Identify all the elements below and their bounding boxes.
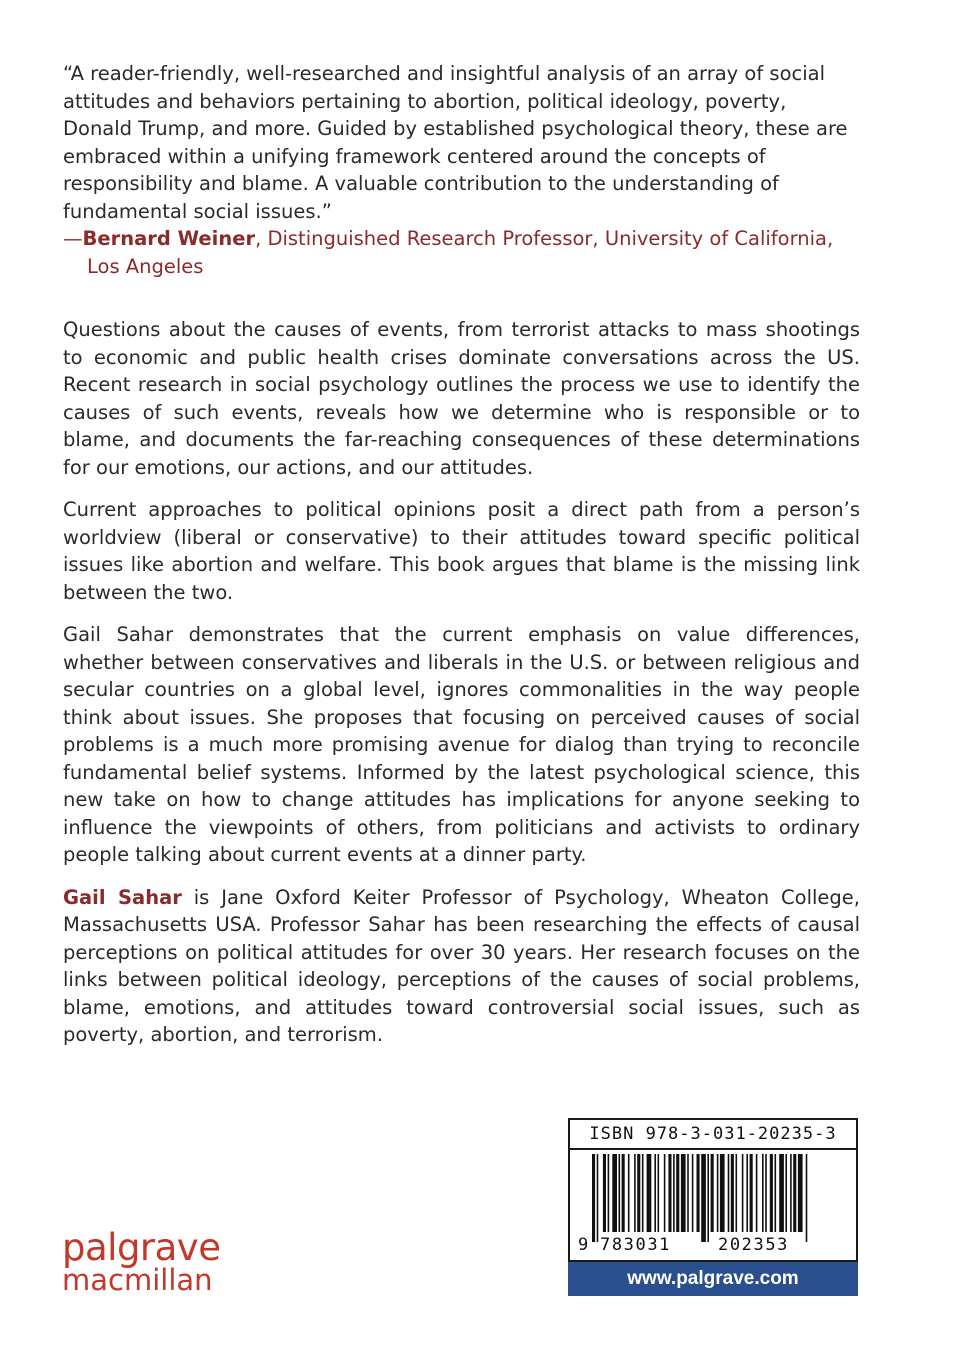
endorsement-quote: “A reader-friendly, well-researched and insightful analysis of an array of social attitudes and behaviors pertaining to abortion, political ideology, poverty, Donald Trump, and more. Guided by established psychological theory, these are embraced within a unifying framework centered around the concepts of responsibility and blame. A valuable contribution to the understanding of fundamental social issues.”: [63, 62, 848, 223]
barcode-bar: [770, 1154, 773, 1232]
endorser-title-cont: Los Angeles: [87, 254, 204, 278]
barcode-bar: [628, 1154, 630, 1232]
publisher-logo-line1: palgrave: [62, 1226, 221, 1269]
barcode-bar: [793, 1154, 796, 1232]
endorsement-attribution: [63, 225, 860, 280]
barcode-bar: [790, 1154, 792, 1232]
barcode-bar: [750, 1154, 753, 1232]
barcode-bar: [592, 1154, 595, 1242]
barcode-bar: [798, 1154, 803, 1232]
barcode-bar: [711, 1154, 714, 1232]
isbn-text: ISBN 978-3-031-20235-3: [589, 1124, 837, 1144]
ean-right-digits: 202353: [718, 1235, 790, 1255]
author-name: Gail Sahar: [63, 885, 182, 909]
barcode-bar: [762, 1154, 764, 1232]
barcode-bar: [664, 1154, 666, 1232]
barcode-bar: [731, 1154, 734, 1232]
barcode-bar: [765, 1154, 767, 1232]
publisher-website: www.palgrave.com: [568, 1262, 858, 1296]
barcode-bar: [717, 1154, 719, 1232]
isbn-barcode: [568, 1118, 858, 1262]
author-bio: [63, 884, 860, 1049]
barcode-bar: [634, 1154, 636, 1232]
barcode-bar: [692, 1154, 694, 1232]
barcode-bar: [654, 1154, 656, 1232]
barcode-bar: [756, 1154, 758, 1232]
barcode-bar: [720, 1154, 725, 1232]
barcode-bar: [775, 1154, 777, 1232]
barcode-bar: [687, 1154, 689, 1232]
barcode-bar: [742, 1154, 744, 1232]
endorser-name: Bernard Weiner: [82, 227, 256, 250]
barcode-bar: [597, 1154, 599, 1242]
barcode-bar: [673, 1154, 675, 1232]
description-paragraph-1: Questions about the causes of events, from terrorist attacks to mass shootings to economic and public health crises dominate conversations across the US. Recent research in social psychology outlines the process we use to identify the causes of such events, reveals how we determine who is responsible or to blame, and documents the far-reaching consequences of these determinations for our emotions, our actions, and our attitudes.: [63, 318, 860, 479]
isbn-divider: [570, 1148, 856, 1150]
barcode-bar: [779, 1154, 784, 1232]
barcode-bars: [576, 1154, 852, 1242]
ean-left-digits: 783031: [600, 1235, 672, 1255]
ean-first-digit: 9: [578, 1235, 589, 1255]
barcode-bar: [622, 1154, 625, 1232]
description-paragraph-3: Gail Sahar demonstrates that the current emphasis on value differences, whether between conservatives and liberals in the U.S. or between religious and secular countries on a global level, ignores commonalities in the way people think about issues. She proposes that focusing on perceived causes of social problems is a much more promising avenue for dialog than trying to reconcile fundamental belief systems. Informed by the latest psychological science, this new take on how to change attitudes has implications for anyone seeking to influence the viewpoints of others, from politicians and activists to ordinary people talking about current events at a dinner party.: [63, 623, 860, 866]
attribution-dash: —: [63, 227, 83, 250]
barcode-bar: [681, 1154, 686, 1232]
publisher-logo-line2: macmillan: [62, 1263, 213, 1297]
barcode-bar: [676, 1154, 679, 1232]
endorser-title: , Distinguished Research Professor, University of California,: [255, 227, 834, 250]
barcode-bar: [637, 1154, 640, 1232]
barcode-bar: [697, 1154, 700, 1232]
barcode-bar: [647, 1154, 652, 1232]
barcode-bar: [746, 1154, 748, 1232]
publisher-logo: [62, 1226, 221, 1297]
barcode-bar: [728, 1154, 730, 1232]
barcode-bar: [707, 1154, 709, 1242]
barcode-bar: [612, 1154, 617, 1232]
barcode-bar: [668, 1154, 671, 1232]
author-bio-text: is Jane Oxford Keiter Professor of Psychology, Wheaton College, Massachusetts USA. Professor Sahar has been researching the effects of causal perceptions on political attitudes for over 30 years. Her research focuses on the links between political ideology, perceptions of the causes of social problems, blame, emotions, and attitudes toward controversial social issues, such as poverty, abortion, and terrorism.: [63, 885, 860, 1046]
barcode-bar: [806, 1154, 808, 1242]
barcode-bar: [642, 1154, 644, 1232]
barcode-bar: [785, 1154, 787, 1232]
barcode-bar: [701, 1154, 706, 1242]
barcode-bar: [603, 1154, 606, 1232]
back-cover-text: [63, 60, 860, 1049]
barcode-bar: [658, 1154, 660, 1232]
barcode-bar: [736, 1154, 738, 1232]
barcode-bar: [619, 1154, 621, 1232]
description-paragraph-2: Current approaches to political opinions posit a direct path from a person’s worldview (liberal or conservative) to their attitudes toward specific political issues like abortion and welfare. This book argues that blame is the missing link between the two.: [63, 498, 860, 604]
barcode-bar: [608, 1154, 610, 1232]
